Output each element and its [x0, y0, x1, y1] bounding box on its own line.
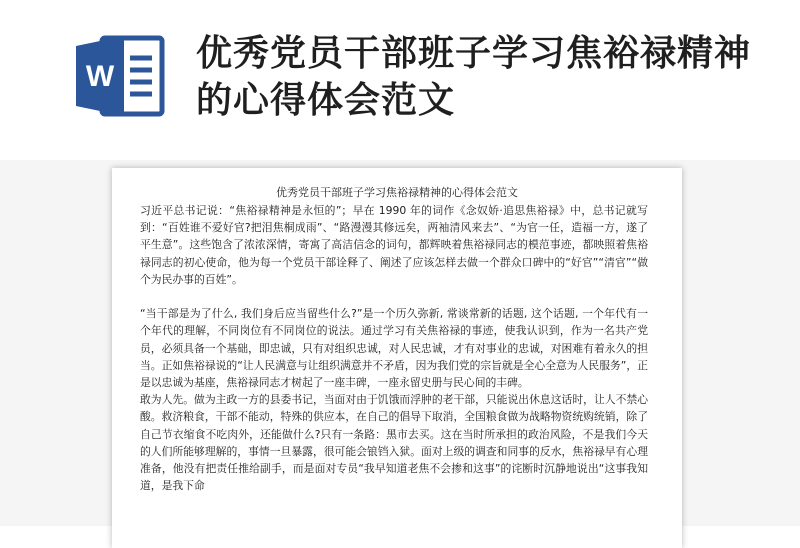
paragraph: 习近平总书记说：“焦裕禄精神是永恒的”；早在 1990 年的词作《念奴娇·追思焦裕禄》中，总书记就写到：“百姓谁不爱好官?把泪焦桐成雨”、“路漫漫其修远矣，两袖清风来去”、“为官一任，造福一方，遂了平生意”。这些饱含了浓浓深情，寄寓了高洁信念的词句，都辉映着焦裕禄同志的模范事迹，都映照着焦裕禄同志的初心使命，他为每一个党员干部诠释了、阐述了应该怎样去做一个群众口碑中的“好官”“清官”“做个为民办事的百姓”。 — [140, 204, 648, 286]
document-title: 优秀党员干部班子学习焦裕禄精神的心得体会范文 — [276, 186, 518, 199]
word-document-icon — [72, 28, 168, 124]
paragraph-gap — [140, 288, 648, 305]
logo-letter: W — [85, 60, 115, 93]
paragraph: 敢为人先。做为主政一方的县委书记，当面对由于饥饿而浮肿的老干部，只能说出休息这话时，让人不禁心酸。救济粮食，干部不能动，特殊的供应本，在自己的倡导下取消，全国粮食做为战略物资统购统销，除了自己节衣缩食不吃肉外，还能做什么?只有一条路：黑市去买。这在当时所承担的政治风险，不是我们今天的人们所能够理解的，事情一旦暴露，很可能会锒铛入狱。面对上级的调查和同事的反水，焦裕禄早有心理准备，他没有把责任推给副手，而是面对专员“我早知道老焦不会掺和这事”的诧断时沉静地说出“这事我知道，是我下命 — [140, 393, 648, 493]
paragraph: “当干部是为了什么, 我们身后应当留些什么?”是一个历久弥新, 常谈常新的话题, 这个话题, 一个年代有一个年代的理解，不同岗位有不同岗位的说法。通过学习有关焦裕禄的事迹，使我认识到，作为一名共产党员，必须具备一个基础，即忠诚，只有对组织忠诚，对人民忠诚，才有对事业的忠诚，对困难有着永久的担当。正如焦裕禄说的“让人民满意与让组织满意并不矛盾，因为我们党的宗旨就是全心全意为人民服务”，正是以忠诚为基座，焦裕禄同志才树起了一座丰碑，一座永留史册与民心间的丰碑。 — [140, 307, 648, 390]
header-banner — [0, 0, 800, 160]
document-body — [140, 202, 648, 494]
page-title: 优秀党员干部班子学习焦裕禄精神的心得体会范文 — [196, 33, 752, 121]
document-page — [112, 168, 682, 548]
